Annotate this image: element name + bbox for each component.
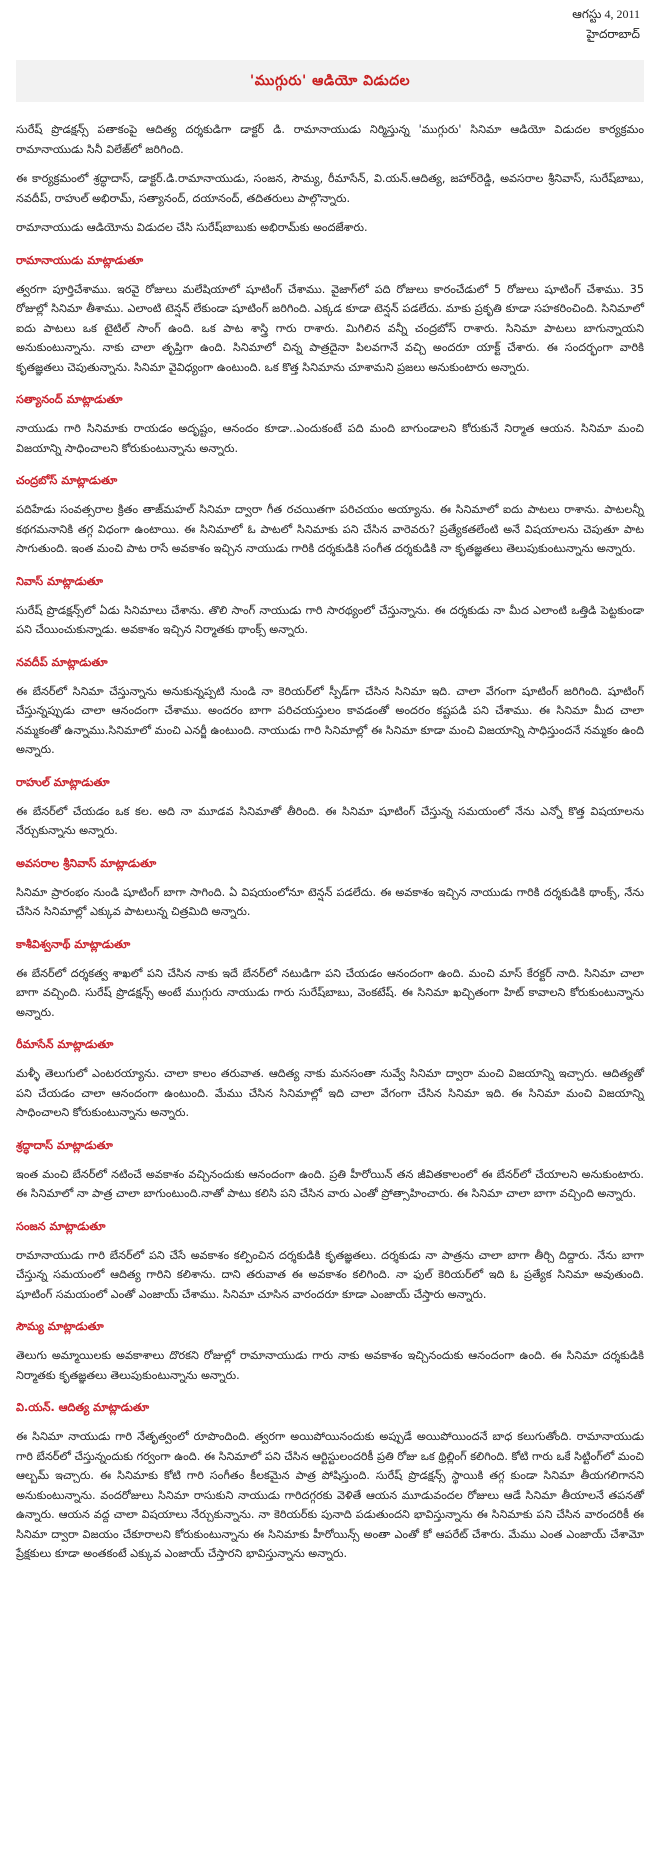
speaker-section	[10, 1399, 650, 1564]
speaker-quote: నాయుడు గారి సినిమాకు రాయడం అదృష్టం, ఆనందం కూడా..ఎందుకంటే పది మంది బాగుండాలని కోరుకునే నిర్మాత ఆయన. సినిమా మంచి విజయాన్ని సాధించాలని కోరుకుంటున్నాను అన్నారు.	[16, 422, 644, 455]
speaker-quote: ఈ బేనర్‌లో చేయడం ఒక కల. అది నా మూడవ సినిమాతో తీరింది. ఈ సినిమా షూటింగ్ చేస్తున్న సమయంలో నేను ఎన్నో కొత్త విషయాలను నేర్చుకున్నాను అన్నారు.	[16, 804, 644, 837]
speaker-quote: ఈ బేనర్‌లో సినిమా చేస్తున్నాను అనుకున్నప్పటి నుండి నా కెరియర్‌లో స్పీడ్‌గా చేసిన సినిమా ఇది. చాలా వేగంగా షూటింగ్ జరిగింది. షూటింగ్ చేస్తున్నప్పుడు చాలా ఆనందంగా చేశాము. అందరం బాగా పరిచయస్తులం కావడంతో అందరం కష్టపడి పని చేశాము. ఈ సినిమా మీద చాలా నమ్మకంతో ఉన్నాము.సినిమాలో మంచి ఎనర్జీ ఉంటుంది. నాయుడు గారి సినిమాల్లో ఈ సినిమా కూడా మంచి విజయాన్ని సాధిస్తుందనే నమ్మకం ఉంది అన్నారు.	[16, 684, 644, 756]
speaker-sections	[10, 252, 650, 1564]
speaker-section	[10, 774, 650, 841]
speaker-quote: ఇంత మంచి బేనర్‌లో నటించే అవకాశం వచ్చినందుకు ఆనందంగా ఉంది. ప్రతి హీరోయిన్ తన జీవితకాలంలో ఈ బేనర్‌లో చేయాలని అనుకుంటారు. ఈ సినిమాలో నా పాత్ర చాలా బాగుంటుంది.నాతో పాటు కలిసి పని చేసిన వారు ఎంతో ప్రోత్సాహించారు. ఈ సినిమా చాలా బాగా వచ్చింది అన్నారు.	[16, 1167, 644, 1200]
speaker-section	[10, 936, 650, 1023]
speaker-section	[10, 855, 650, 922]
dateline	[10, 4, 650, 44]
speaker-section	[10, 654, 650, 760]
speaker-heading: సంజన మాట్లాడుతూ	[16, 1219, 106, 1233]
speaker-heading: శ్రద్ధాదాస్ మాట్లాడుతూ	[16, 1138, 113, 1152]
speaker-section	[10, 1318, 650, 1385]
speaker-section	[10, 252, 650, 378]
speaker-quote: పదిహేడు సంవత్సరాల క్రితం తాజ్‌మహల్ సినిమా ద్వారా గీత రచయితగా పరిచయం అయ్యాను. ఈ సినిమాలో ఐదు పాటలు రాశాను. పాటలన్నీ కథగమనానికి తగ్గ విధంగా ఉంటాయి. ఈ సినిమాలో ఓ పాటలో సినిమాకు పని చేసిన వారెవరు? ప్రత్యేకతలేంటి అనే విషయాలను చెపుతూ పాట సాగుతుంది. ఇంత మంచి పాట రాసే అవకాశం ఇచ్చిన నాయుడు గారికి దర్శకుడికి సంగీత దర్శకుడికి నా కృతజ్ఞతలు తెలుపుకుంటున్నాను అన్నారు.	[16, 503, 644, 555]
speaker-heading: నివాస్ మాట్లాడుతూ	[16, 574, 103, 588]
speaker-heading: రాహుల్ మాట్లాడుతూ	[16, 775, 110, 789]
speaker-quote: ఈ బేనర్‌లో దర్శకత్వ శాఖలో పని చేసిన నాకు ఇదే బేనర్‌లో నటుడిగా పని చేయడం ఆనందంగా ఉంది. మంచి మాస్ కేరక్టర్ నాది. సినిమా చాలా బాగా వచ్చింది. సురేష్ ప్రొడక్షన్స్ అంటే ముగ్గురు నాయుడు గారు సురేష్‌బాబు, వెంకటేష్. ఈ సినిమా ఖచ్చితంగా హిట్ కావాలని కోరుకుంటున్నాను అన్నారు.	[16, 966, 644, 1019]
speaker-section	[10, 1218, 650, 1305]
speaker-quote: త్వరగా పూర్తిచేశాము. ఇరవై రోజులు మలేషియాలో షూటింగ్ చేశాము. వైజాగ్‌లో పది రోజులు కారంచేడులో 5 రోజులు షూటింగ్ చేశాము. 35 రోజుల్లో సినిమా తీశాము. ఎలాంటి టెన్షన్ లేకుండా షూటింగ్ జరిగింది. ఎక్కడ కూడా టెన్షన్ పడలేదు. మాకు ప్రకృతి కూడా సహకరించింది. సినిమాలో ఐదు పాటలు ఒక టైటిల్ సాంగ్ ఉంది. ఒక పాట శాస్త్రి గారు రాశారు. మిగిలిన వన్నీ చంద్రబోస్ రాశారు. సినిమా పాటలు బాగున్నాయని అనుకుంటున్నాను. నాకు చాలా తృప్తిగా ఉంది. సినిమాలో చిన్న పాత్రదైనా పిలవగానే వచ్చి అందరూ యాక్ట్ చేశారు. ఈ సందర్భంగా వారికి కృతజ్ఞతలు చెపుతున్నాను. సినిమా వైవిధ్యంగా ఉంటుంది. ఒక కొత్త సినిమాను చూశామని ప్రజలు అనుకుంటారు అన్నారు.	[16, 282, 644, 374]
speaker-heading: కాశీవిశ్వనాథ్ మాట్లాడుతూ	[16, 937, 131, 951]
speaker-heading: అవసరాల శ్రీనివాస్ మాట్లాడుతూ	[16, 856, 157, 870]
article-intro	[10, 120, 650, 238]
release-city: హైదరాబాద్	[586, 27, 640, 41]
speaker-quote: రామానాయుడు గారి బేనర్‌లో పని చేసే అవకాశం కల్పించిన దర్శకుడికి కృతజ్ఞతలు. దర్శకుడు నా పాత్రను చాలా బాగా తీర్చి దిద్దారు. నేను బాగా చేస్తున్న సమయంలో ఆదిత్య గారిని కలిశాను. దాని తరువాత ఈ అవకాశం కలిగింది. నా ఫుల్ కెరియర్‌లో ఇది ఓ ప్రత్యేక సినిమా అవుతుంది. షూటింగ్ సమయంలో ఎంతో ఎంజాయ్ చేశాము. సినిమా చూసిన వారందరూ కూడా ఎంజాయ్ చేస్తారు అన్నారు.	[16, 1248, 644, 1301]
speaker-quote: సురేష్ ప్రొడక్షన్స్‌లో ఏడు సినిమాలు చేశాను. తొలి సాంగ్ నాయుడు గారి సారథ్యంలో చేస్తున్నాను. ఈ దర్శకుడు నా మీద ఎలాంటి ఒత్తిడి పెట్టకుండా పని చేయించుకున్నాడు. అవకాశం ఇచ్చిన నిర్మాతకు థాంక్స్ అన్నారు.	[16, 603, 644, 636]
speaker-quote: మళ్ళీ తెలుగులో ఎంటరయ్యాను. చాలా కాలం తరువాత. ఆదిత్య నాకు మనసంతా నువ్వే సినిమా ద్వారా మంచి విజయాన్ని ఇచ్చారు. ఆదిత్యతో పని చేయడం చాలా ఆనందంగా ఉంటుంది. మేము చేసిన సినిమాల్లో ఇది చాలా వేగంగా చేసిన సినిమా ఇది. ఈ సినిమా మంచి విజయాన్ని సాధించాలని కోరుకుంటున్నాను అన్నారు.	[16, 1067, 644, 1119]
intro-paragraph: ఈ కార్యక్రమంలో శ్రద్ధాదాస్, డాక్టర్.డి.రామానాయుడు, సంజన, సౌమ్య, రీమాసేన్, వి.యన్.ఆదిత్య, జహార్‌రెడ్డి, అవసరాల శ్రీనివాస్, సురేష్‌బాబు, నవదీప్, రాహుల్ అభిరామ్, సత్యానంద్, దయానంద్, తదితరులు పాల్గొన్నారు.	[16, 172, 644, 205]
speaker-heading: రామానాయుడు మాట్లాడుతూ	[16, 253, 144, 267]
intro-paragraph: రామానాయుడు ఆడియోను విడుదల చేసి సురేష్‌బాబుకు అభిరామ్‌కు అందజేశారు.	[16, 221, 368, 234]
speaker-quote: ఈ సినిమా నాయుడు గారి నేతృత్వంలో రూపొందింది. త్వరగా అయిపోయినందుకు అప్పుడే అయిపోయిందనే బాధ కలుగుతోంది. రామానాయుడు గారి బేనర్‌లో చేస్తున్నందుకు గర్వంగా ఉంది. ఈ సినిమాలో పని చేసిన ఆర్టిస్టులందరికీ ప్రతి రోజు ఒక థ్రిల్లింగ్ కలిగింది. కోటి గారు ఒకే సిట్టింగ్‌లో మంచి ఆల్బమ్ ఇచ్చారు. ఈ సినిమాకు కోటి గారి సంగీతం కీలకమైన పాత్ర పోషిస్తుంది. సురేష్ ప్రొడక్షన్స్ స్థాయికి తగ్గ కుండా సినిమా తీయగలిగానని అనుకుంటున్నాను. వందరోజులు సినిమా రాసుకుని నాయుడు గారిదగ్గరకు వెళితే ఆయన మూడువందల రోజులు ఆడే సినిమా తీయాలనే తపనతో ఉన్నారు. ఆయన వద్ద చాలా విషయాలు నేర్చుకున్నాను. నా కెరియర్‌కు పునాది పడుతుందని భావిస్తున్నాను ఈ సినిమాకు పని చేసిన వారందరికీ ఈ సినిమా ద్వారా విజయం చేకూరాలని కోరుకుంటున్నాను ఈ సినిమాకు హీరోయిన్స్ అంతా ఎంతో కో ఆపరేట్ చేశారు. మేము ఎంత ఎంజాయ్ చేశామో ప్రేక్షకులు కూడా అంతకంటే ఎక్కువ ఎంజాయ్ చేస్తారని భావిస్తున్నాను అన్నారు.	[16, 1430, 644, 1560]
speaker-quote: తెలుగు అమ్మాయిలకు అవకాశాలు దొరకని రోజుల్లో రామానాయుడు గారు నాకు అవకాశం ఇచ్చినందుకు ఆనందంగా ఉంది. ఈ సినిమా దర్శకుడికి నిర్మాతకు కృతజ్ఞతలు తెలుపుకుంటున్నాను అన్నారు.	[16, 1349, 644, 1382]
release-date: ఆగస్టు 4, 2011	[572, 7, 640, 21]
intro-paragraph: సురేష్ ప్రొడక్షన్స్ పతాకంపై ఆదిత్య దర్శకుడిగా డాక్టర్ డి. రామానాయుడు నిర్మిస్తున్న 'ముగ్గురు' సినిమా ఆడియో విడుదల కార్యక్రమం రామానాయుడు సినీ విలేజ్‌లో జరిగింది.	[16, 123, 644, 156]
speaker-section	[10, 1137, 650, 1204]
speaker-heading: రీమాసేన్ మాట్లాడుతూ	[16, 1038, 114, 1051]
speaker-heading: చంద్రబోస్ మాట్లాడుతూ	[16, 474, 118, 487]
speaker-heading: సౌమ్య మాట్లాడుతూ	[16, 1320, 104, 1333]
speaker-section	[10, 472, 650, 559]
speaker-section	[10, 1036, 650, 1123]
speaker-heading: వి.యన్. ఆదిత్య మాట్లాడుతూ	[16, 1401, 150, 1414]
speaker-heading: సత్యానంద్ మాట్లాడుతూ	[16, 393, 123, 406]
article-title: 'ముగ్గురు' ఆడియో విడుదల	[249, 73, 411, 89]
title-banner	[16, 60, 644, 102]
speaker-section	[10, 391, 650, 458]
press-release-page	[10, 0, 650, 1564]
speaker-section	[10, 573, 650, 640]
speaker-quote: సినిమా ప్రారంభం నుండి షూటింగ్ బాగా సాగింది. ఏ విషయంలోనూ టెన్షన్ పడలేదు. ఈ అవకాశం ఇచ్చిన నాయుడు గారికి దర్శకుడికి థాంక్స్, నేను చేసిన సినిమాల్లో ఎక్కువ పాటలున్న చిత్రమిది అన్నారు.	[16, 885, 644, 918]
speaker-heading: నవదీప్ మాట్లాడుతూ	[16, 655, 108, 669]
